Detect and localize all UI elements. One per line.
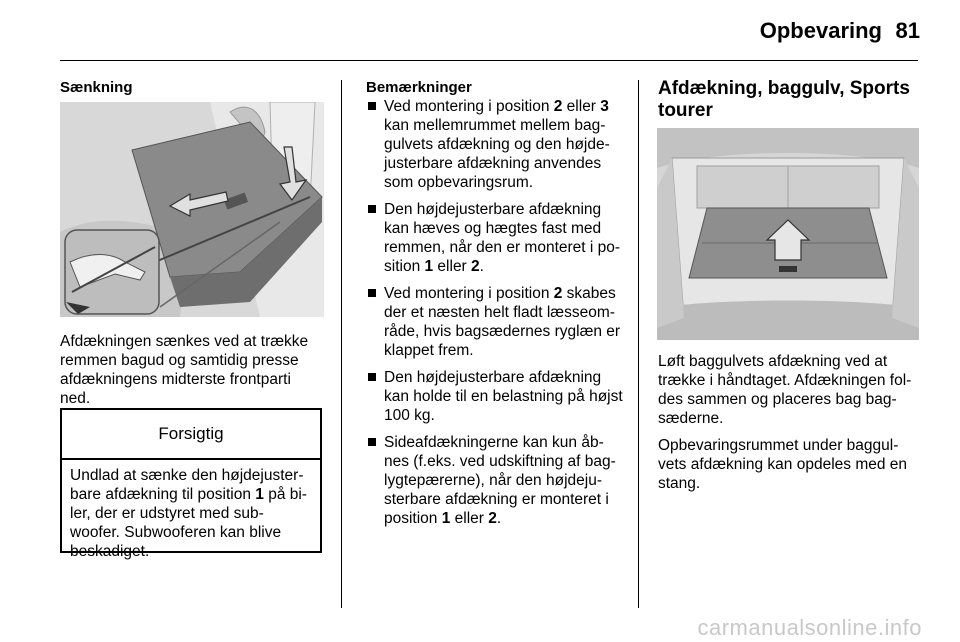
note-item: Sideafdækningerne kan kun åb-nes (f.eks. ved udskiftning af bag-lygtepærerne), når den højdeju-sterbare afdækning er monteret i position 1 eller 2. (366, 433, 626, 528)
note-item: Ved montering i position 2 skabes der et næsten helt fladt læsseom-råde, hvis bagsædernes ryglæn er klappet frem. (366, 284, 626, 360)
page-header (0, 0, 960, 62)
left-paragraph-block (60, 332, 325, 408)
column-divider-2 (638, 80, 639, 608)
note-item: Ved montering i position 2 eller 3 kan mellemrummet mellem bag-gulvets afdækning og den højde-justerbare afdækning anvendes som opbevaringsrum. (366, 97, 626, 192)
floor-cover-illustration (657, 128, 919, 340)
caution-title: Forsigtig (62, 410, 320, 460)
section-heading-lowering: Sænkning (60, 79, 133, 96)
figure-floor-cover (657, 128, 919, 340)
left-column (60, 78, 325, 97)
watermark: carmanualsonline.info (697, 615, 922, 640)
column-divider-1 (341, 80, 342, 608)
caution-box (60, 408, 322, 560)
lowering-illustration (60, 102, 324, 317)
notes-list (366, 97, 626, 528)
storage-instructions: Opbevaringsrummet under baggul-vets afdækning kan opdeles med en stang. (658, 437, 908, 492)
page-number: 81 (895, 18, 920, 43)
note-item: Den højdejusterbare afdækning kan holde til en belastning på højst 100 kg. (366, 368, 626, 425)
floor-cover-instructions: Løft baggulvets afdækning ved at trække i håndtaget. Afdækningen fol-des sammen og placeres bag bag-sæderne. (658, 353, 912, 427)
lowering-instructions: Afdækningen sænkes ved at trække remmen bagud og samtidig presse afdækningens midterste frontparti ned. (60, 333, 309, 407)
note-item: Den højdejusterbare afdækning kan hæves og hægtes fast med remmen, når den er monteret i po-sition 1 eller 2. (366, 200, 626, 276)
right-paragraph-block (658, 352, 924, 493)
right-column (658, 78, 920, 122)
section-heading-notes: Bemærkninger (366, 79, 472, 96)
caution-text: Undlad at sænke den højdejuster-bare afdækning til position 1 på bi-ler, der er udstyret med sub-woofer. Subwooferen kan blive beskadiget. (70, 467, 307, 560)
header-divider (60, 60, 918, 61)
section-heading-floor-cover: Afdækning, baggulv, Sports tourer (658, 78, 910, 121)
figure-lowering (60, 102, 324, 317)
page-title: Opbevaring (759, 18, 882, 43)
middle-column (366, 78, 626, 536)
